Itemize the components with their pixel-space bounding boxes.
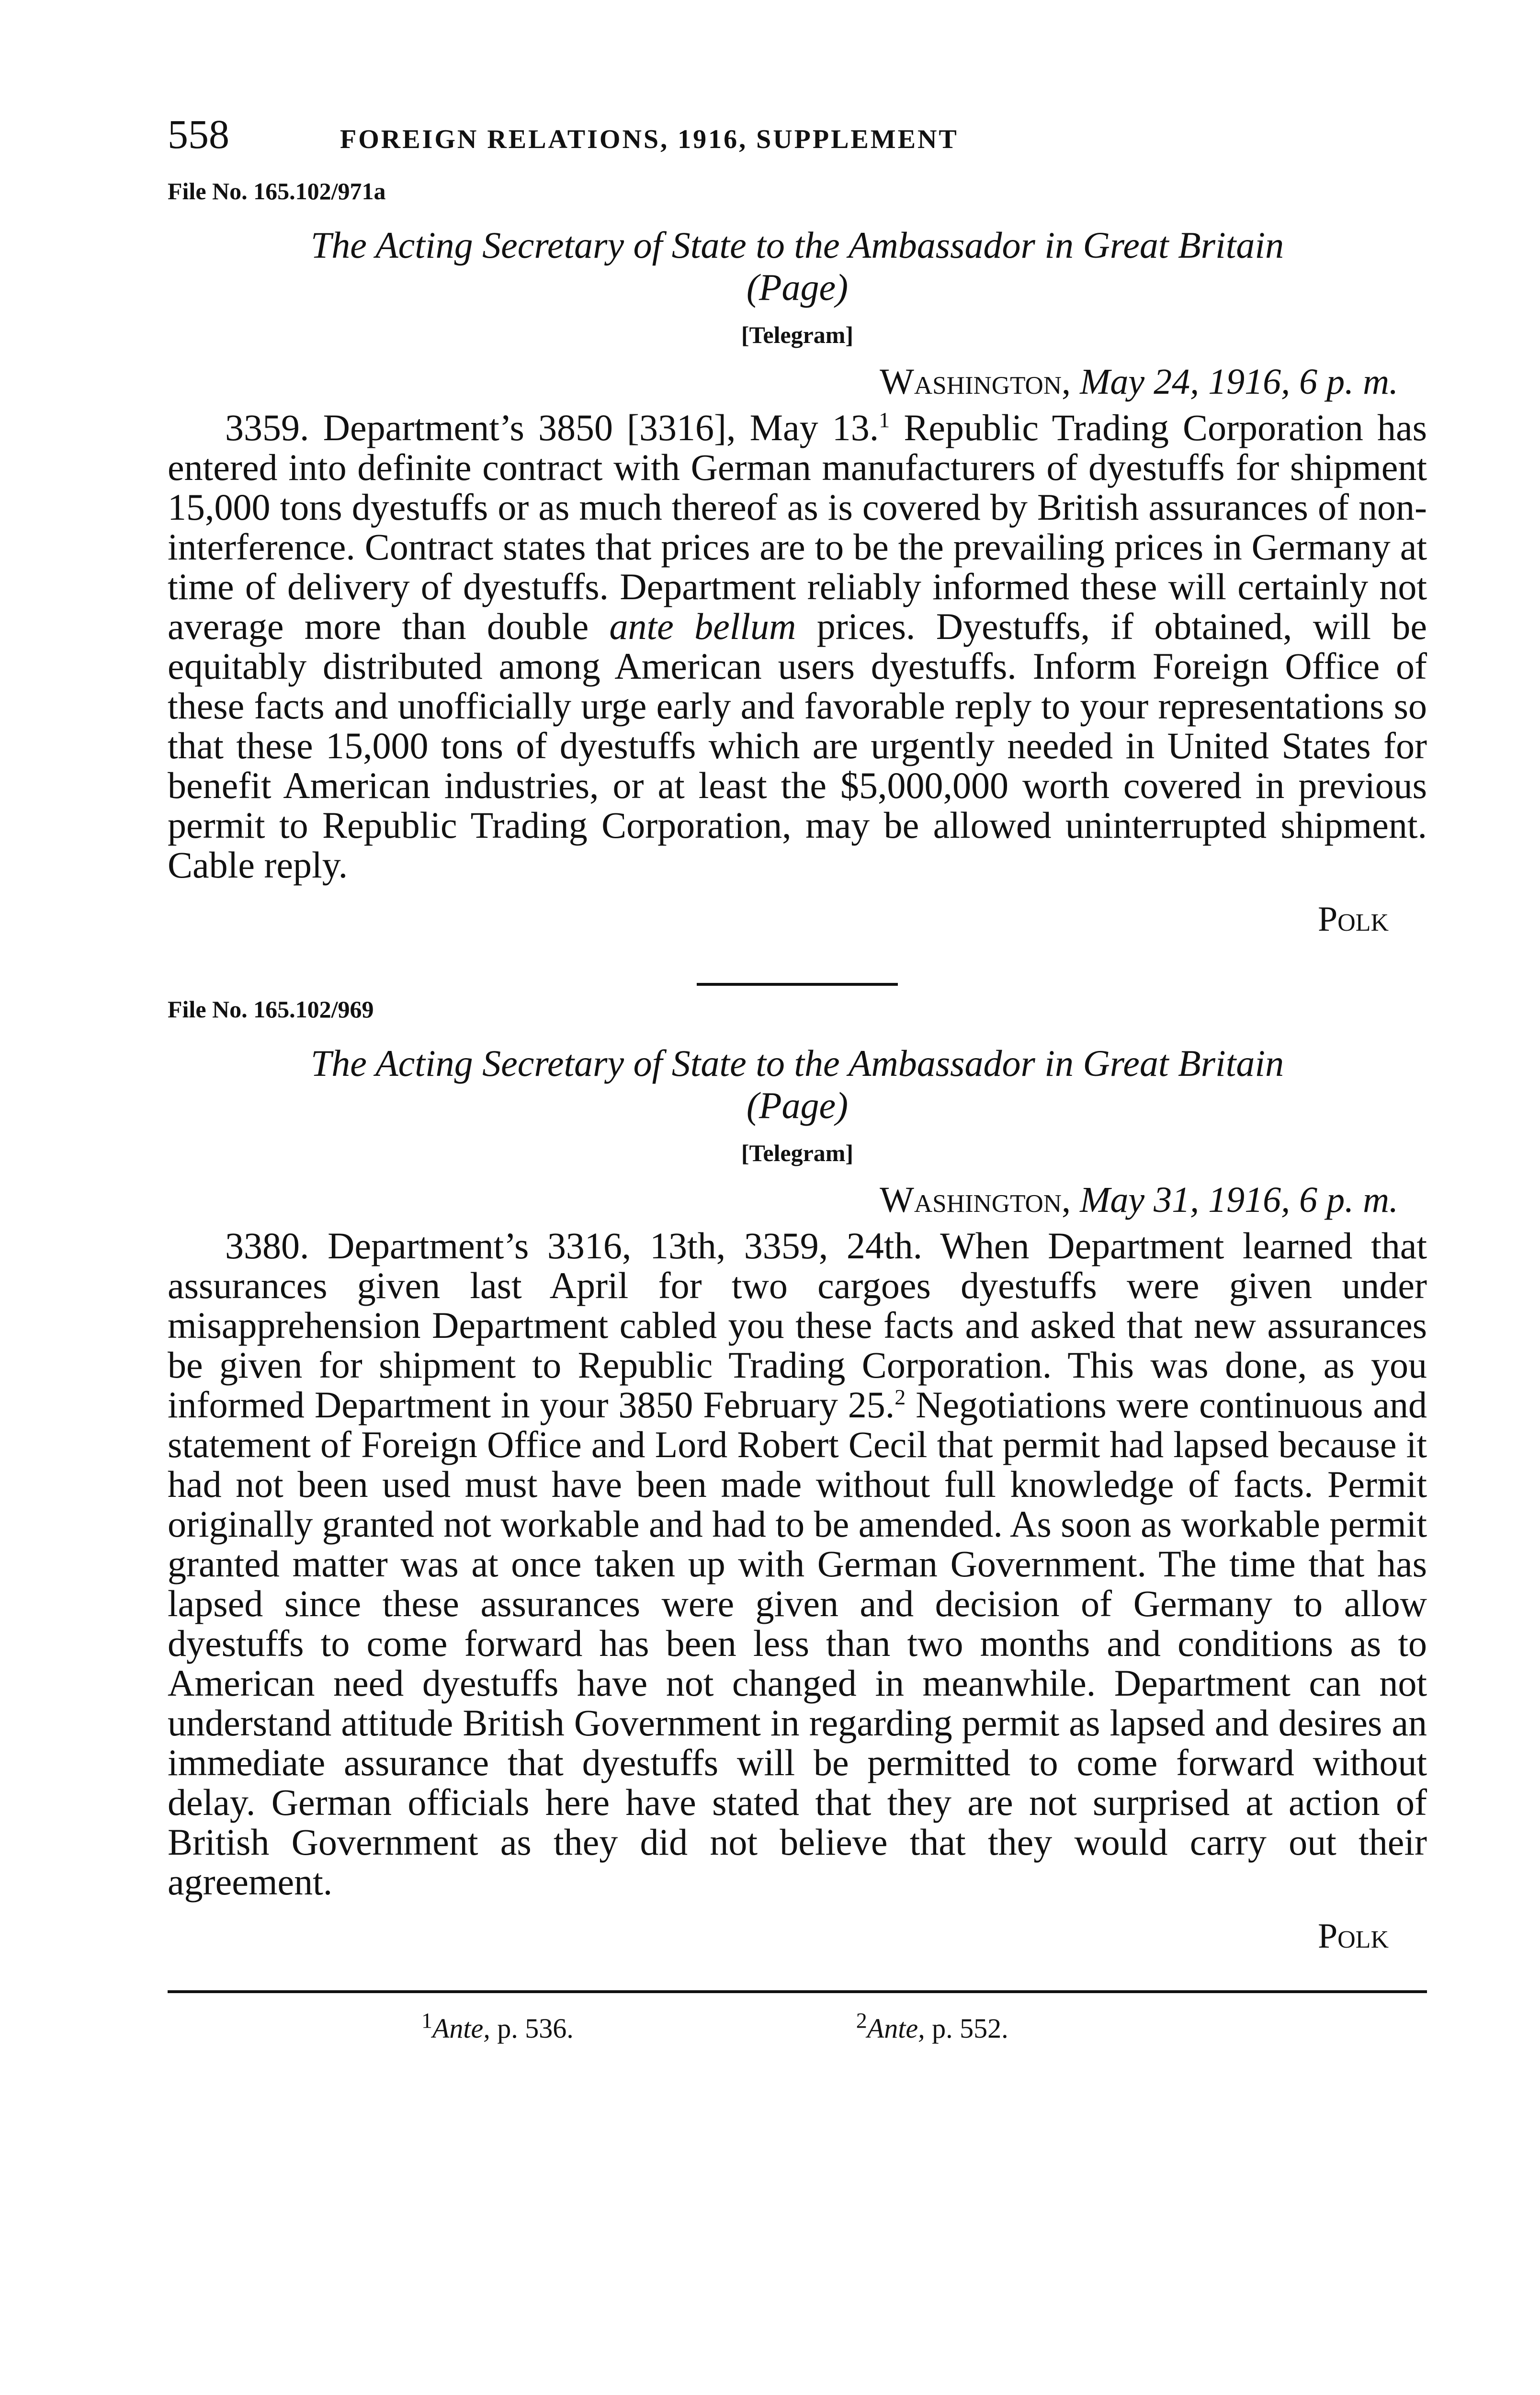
document-title bbox=[168, 224, 1427, 308]
body-text-part: 3380. Department’s 3316, 13th, 3359, 24th. When Department learned that assurances given last April for two cargoes dyestuffs were given under misapprehension Department cabled you these facts and asked that new assurances be given for shipment to Republic Trading Corporation. This was done, as you informed Department in your 3850 February 25. bbox=[168, 1225, 1427, 1426]
footnote-page: p. 552. bbox=[925, 2013, 1008, 2044]
footnote-reference: 1 bbox=[879, 408, 890, 432]
file-number: File No. 165.102/971a bbox=[168, 178, 386, 205]
dateline-place: Washington, bbox=[880, 1180, 1071, 1220]
file-number: File No. 165.102/969 bbox=[168, 996, 374, 1023]
running-head bbox=[168, 110, 1427, 168]
document-1 bbox=[168, 177, 1427, 940]
footnote-ref: Ante, bbox=[867, 2013, 925, 2044]
dateline-date: May 31, 1916, 6 p. m. bbox=[1080, 1180, 1398, 1220]
telegram-body bbox=[168, 1226, 1427, 1902]
document-type: [Telegram] bbox=[741, 1140, 854, 1166]
footnote-mark: 1 bbox=[421, 2008, 432, 2033]
recipient: (Page) bbox=[746, 266, 849, 308]
dateline bbox=[168, 361, 1398, 403]
footnote-reference: 2 bbox=[895, 1385, 906, 1409]
footnote-rule bbox=[168, 1990, 1427, 1993]
body-text-part: Negotiations were continuous and statement of Foreign Office and Lord Robert Cecil that permit had lapsed because it had not been used must have been made without full knowledge of facts. Permit originally granted not workable and had to be amended. As soon as workable permit granted matter was at once taken up with German Government. The time that has lapsed since these assurances were given and decision of Germany to allow dyestuffs to come forward has been less than two months and conditions as to American need dyestuffs have not changed in meanwhile. Department can not understand attitude British Government in regarding permit as lapsed and desires an immediate assurance that dyestuffs will be permitted to come forward without delay. German officials here have stated that they are not surprised at action of British Government as they did not believe that they would carry out their agreement. bbox=[168, 1384, 1427, 1903]
dateline-date: May 24, 1916, 6 p. m. bbox=[1080, 362, 1398, 402]
footnotes bbox=[168, 2008, 1427, 2044]
document-type: [Telegram] bbox=[741, 321, 854, 348]
running-title: FOREIGN RELATIONS, 1916, SUPPLEMENT bbox=[340, 125, 959, 154]
footnote-mark: 2 bbox=[856, 2008, 867, 2033]
document-title bbox=[168, 1042, 1427, 1127]
body-text-part: 3359. Department’s 3850 [3316], May 13. bbox=[225, 407, 879, 448]
document-2 bbox=[168, 995, 1427, 1957]
body-text-part: Republic Trading Corporation has entered into definite contract with German manufacturers of dyestuffs for shipment 15,000 tons dyestuffs or as much thereof as is covered by British assurances of non-interference. Contract states that prices are to be the prevailing prices in Germany at time of delivery of dyestuffs. Department reliably informed these will certainly not average more than double bbox=[168, 407, 1427, 647]
recipient: (Page) bbox=[746, 1084, 849, 1126]
page-number: 558 bbox=[168, 111, 229, 157]
title-text: The Acting Secretary of State to the Ambassador in Great Britain bbox=[310, 1042, 1284, 1084]
title-text: The Acting Secretary of State to the Ambassador in Great Britain bbox=[310, 224, 1284, 266]
telegram-body bbox=[168, 408, 1427, 885]
dateline bbox=[168, 1179, 1398, 1221]
document-page bbox=[168, 110, 1427, 2044]
signature: Polk bbox=[1317, 1916, 1389, 1956]
footnote-2 bbox=[856, 2008, 1008, 2044]
section-divider bbox=[697, 983, 898, 986]
signature: Polk bbox=[1317, 900, 1389, 939]
footnote-ref: Ante, bbox=[432, 2013, 490, 2044]
footnote-1 bbox=[421, 2008, 574, 2044]
footnote-page: p. 536. bbox=[490, 2013, 574, 2044]
body-italic-phrase: ante bellum bbox=[609, 605, 796, 647]
dateline-place: Washington, bbox=[880, 362, 1071, 402]
body-text-part: prices. Dyestuffs, if obtained, will be equitably distributed among American users dyestuffs. Inform Foreign Office of these facts and unofficially urge early and favorable reply to your representations so that these 15,000 tons of dyestuffs which are urgently needed in United States for benefit American industries, or at least the $5,000,000 worth covered in previous permit to Republic Trading Corporation, may be allowed uninterrupted shipment. Cable reply. bbox=[168, 605, 1427, 886]
